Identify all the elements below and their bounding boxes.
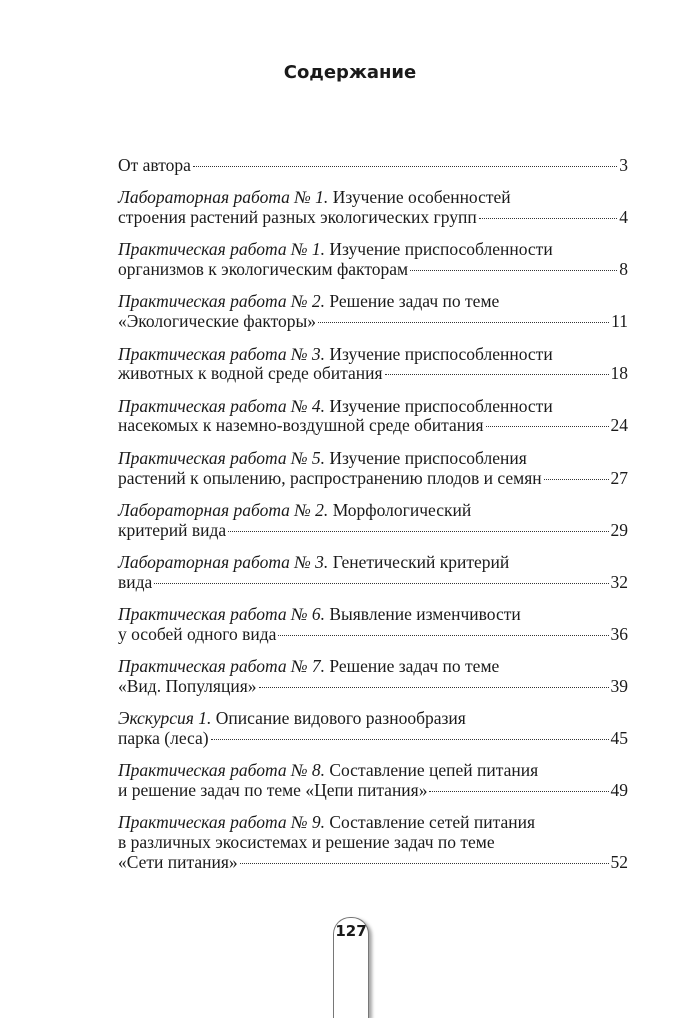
dot-leader xyxy=(385,374,609,375)
toc-entry-text: у особей одного вида xyxy=(118,623,277,644)
toc-entry-text: и решение задач по теме «Цепи питания» xyxy=(118,780,428,801)
dot-leader xyxy=(479,218,618,219)
toc-entry-line xyxy=(118,657,628,677)
toc-entry-label: Практическая работа № 9. xyxy=(118,812,325,833)
toc-entry-text: Решение задач по теме xyxy=(329,291,500,312)
toc-entry-text: «Экологические факторы» xyxy=(118,311,317,332)
toc-entry[interactable] xyxy=(118,292,628,332)
dot-leader xyxy=(486,426,609,427)
toc-entry-text: вида xyxy=(118,571,153,592)
toc-entry[interactable] xyxy=(118,553,628,593)
toc-entry-text: Составление цепей питания xyxy=(329,760,539,781)
toc-entry-line xyxy=(118,729,628,749)
toc-entry-line xyxy=(118,364,628,384)
toc-entry-line xyxy=(118,813,628,833)
toc-entry-text-wrap xyxy=(118,416,484,436)
toc-entry-text-wrap xyxy=(118,500,471,520)
table-of-contents xyxy=(118,156,628,885)
toc-entry[interactable] xyxy=(118,188,628,228)
toc-entry-text-wrap xyxy=(118,396,553,416)
dot-leader xyxy=(544,479,609,480)
toc-entry[interactable] xyxy=(118,156,628,176)
toc-page-number: 18 xyxy=(610,363,628,384)
toc-entry-text-wrap xyxy=(118,469,542,489)
dot-leader xyxy=(318,322,609,323)
toc-entry-text-wrap xyxy=(118,156,191,176)
toc-page-number: 36 xyxy=(610,623,628,644)
toc-entry[interactable] xyxy=(118,605,628,645)
toc-entry-text-wrap xyxy=(118,604,521,624)
dot-leader xyxy=(228,531,608,532)
dot-leader xyxy=(154,583,608,584)
toc-entry-line xyxy=(118,521,628,541)
toc-entry[interactable] xyxy=(118,397,628,437)
toc-page-number: 24 xyxy=(610,415,628,436)
dot-leader xyxy=(211,739,609,740)
toc-entry-text-wrap xyxy=(118,208,477,228)
toc-entry-text: От автора xyxy=(118,155,191,175)
toc-entry-label: Экскурсия 1. xyxy=(118,708,212,729)
toc-entry-line xyxy=(118,781,628,801)
toc-entry-text: насекомых к наземно-воздушной среде обитания xyxy=(118,415,484,436)
toc-entry-text: Генетический критерий xyxy=(332,551,510,572)
toc-entry-line xyxy=(118,501,628,521)
toc-entry-line xyxy=(118,312,628,332)
page-title: Содержание xyxy=(283,62,417,83)
toc-entry[interactable] xyxy=(118,449,628,489)
toc-entry-line xyxy=(118,397,628,417)
dot-leader xyxy=(193,166,617,167)
page-number: 127 xyxy=(335,922,367,940)
dot-leader xyxy=(278,635,608,636)
toc-entry-text: «Сети питания» xyxy=(118,852,238,873)
toc-entry-line xyxy=(118,292,628,312)
toc-page-number: 8 xyxy=(619,259,628,280)
toc-entry-label: Практическая работа № 4. xyxy=(118,395,325,416)
toc-entry-label: Практическая работа № 1. xyxy=(118,239,325,260)
toc-entry[interactable] xyxy=(118,657,628,697)
toc-entry[interactable] xyxy=(118,761,628,801)
toc-entry-line xyxy=(118,156,628,176)
toc-entry-label: Практическая работа № 6. xyxy=(118,604,325,625)
toc-entry-line xyxy=(118,469,628,489)
toc-entry[interactable] xyxy=(118,240,628,280)
toc-entry-line xyxy=(118,240,628,260)
toc-page-number: 45 xyxy=(610,728,628,749)
toc-entry-text-wrap xyxy=(118,853,238,873)
toc-page-number: 39 xyxy=(610,675,628,696)
toc-entry-text-wrap xyxy=(118,312,316,332)
toc-entry-line xyxy=(118,260,628,280)
toc-entry-text: «Вид. Популяция» xyxy=(118,675,257,696)
toc-entry-line xyxy=(118,625,628,645)
toc-entry-text: Изучение особенностей xyxy=(332,187,511,208)
toc-entry-text-wrap xyxy=(118,781,427,801)
toc-entry-text-wrap xyxy=(118,291,499,311)
toc-entry-text: Изучение приспособленности xyxy=(329,395,553,416)
toc-page-number: 27 xyxy=(610,467,628,488)
toc-entry-line xyxy=(118,761,628,781)
toc-entry-text: критерий вида xyxy=(118,519,227,540)
toc-entry-text-wrap xyxy=(118,364,383,384)
dot-leader xyxy=(240,863,609,864)
toc-entry-text-wrap xyxy=(118,625,276,645)
dot-leader xyxy=(259,687,609,688)
toc-entry-line xyxy=(118,677,628,697)
toc-entry-text-wrap xyxy=(118,760,538,780)
toc-entry-text: Составление сетей питания xyxy=(329,812,536,833)
toc-entry-text: организмов к экологическим факторам xyxy=(118,259,409,280)
toc-entry-line xyxy=(118,573,628,593)
toc-page-number: 49 xyxy=(610,780,628,801)
toc-entry-line xyxy=(118,709,628,729)
toc-page-number: 4 xyxy=(619,207,628,228)
toc-entry-text: Решение задач по теме xyxy=(329,656,500,677)
toc-entry-text-wrap xyxy=(118,708,466,728)
page-number-tab xyxy=(333,917,369,1018)
toc-entry-line xyxy=(118,853,628,873)
toc-page-number: 29 xyxy=(610,519,628,540)
toc-entry-label: Практическая работа № 7. xyxy=(118,656,325,677)
toc-entry-label: Практическая работа № 5. xyxy=(118,447,325,468)
toc-entry-text: Изучение приспособления xyxy=(329,447,527,468)
toc-page-number: 3 xyxy=(619,155,628,175)
toc-entry[interactable] xyxy=(118,501,628,541)
toc-entry-text-wrap xyxy=(118,573,152,593)
toc-entry-line xyxy=(118,416,628,436)
toc-entry-label: Практическая работа № 2. xyxy=(118,291,325,312)
toc-entry[interactable] xyxy=(118,345,628,385)
dot-leader xyxy=(429,791,608,792)
toc-entry-label: Практическая работа № 8. xyxy=(118,760,325,781)
toc-page-number: 32 xyxy=(610,571,628,592)
toc-entry-label: Лабораторная работа № 1. xyxy=(118,187,329,208)
toc-entry-text: парка (леса) xyxy=(118,728,209,749)
toc-entry-text: Выявление изменчивости xyxy=(329,604,521,625)
toc-entry-line xyxy=(118,449,628,469)
toc-entry-label: Лабораторная работа № 2. xyxy=(118,499,329,520)
toc-entry-line xyxy=(118,208,628,228)
toc-entry-text: Изучение приспособленности xyxy=(329,239,553,260)
toc-entry-text-wrap xyxy=(118,832,495,852)
toc-entry-line xyxy=(118,605,628,625)
toc-entry-text-wrap xyxy=(118,260,408,280)
toc-entry-text: растений к опылению, распространению плодов и семян xyxy=(118,467,542,488)
toc-entry-text-wrap xyxy=(118,656,499,676)
toc-entry-text-wrap xyxy=(118,521,226,541)
toc-entry-text-wrap xyxy=(118,729,209,749)
toc-entry-label: Лабораторная работа № 3. xyxy=(118,551,329,572)
toc-entry-text-wrap xyxy=(118,448,527,468)
toc-entry-line xyxy=(118,345,628,365)
toc-page-number: 52 xyxy=(610,852,628,873)
toc-entry-text-wrap xyxy=(118,812,535,832)
toc-entry-text-wrap xyxy=(118,552,509,572)
toc-entry-text: Описание видового разнообразия xyxy=(215,708,466,729)
dot-leader xyxy=(410,270,617,271)
toc-entry-line xyxy=(118,553,628,573)
toc-entry-text: Морфологический xyxy=(332,499,472,520)
toc-entry-text-wrap xyxy=(118,677,257,697)
toc-entry[interactable] xyxy=(118,709,628,749)
toc-entry-text-wrap xyxy=(118,187,511,207)
toc-entry-line xyxy=(118,833,628,853)
toc-page-number: 11 xyxy=(611,311,628,332)
toc-entry-label: Практическая работа № 3. xyxy=(118,343,325,364)
toc-entry-text: Изучение приспособленности xyxy=(329,343,553,364)
toc-entry[interactable] xyxy=(118,813,628,872)
toc-entry-text-wrap xyxy=(118,239,553,259)
toc-entry-text: строения растений разных экологических групп xyxy=(118,207,477,228)
toc-entry-text: животных к водной среде обитания xyxy=(118,363,383,384)
toc-entry-text: в различных экосистемах и решение задач по теме xyxy=(118,832,495,853)
toc-entry-line xyxy=(118,188,628,208)
toc-entry-text-wrap xyxy=(118,344,553,364)
